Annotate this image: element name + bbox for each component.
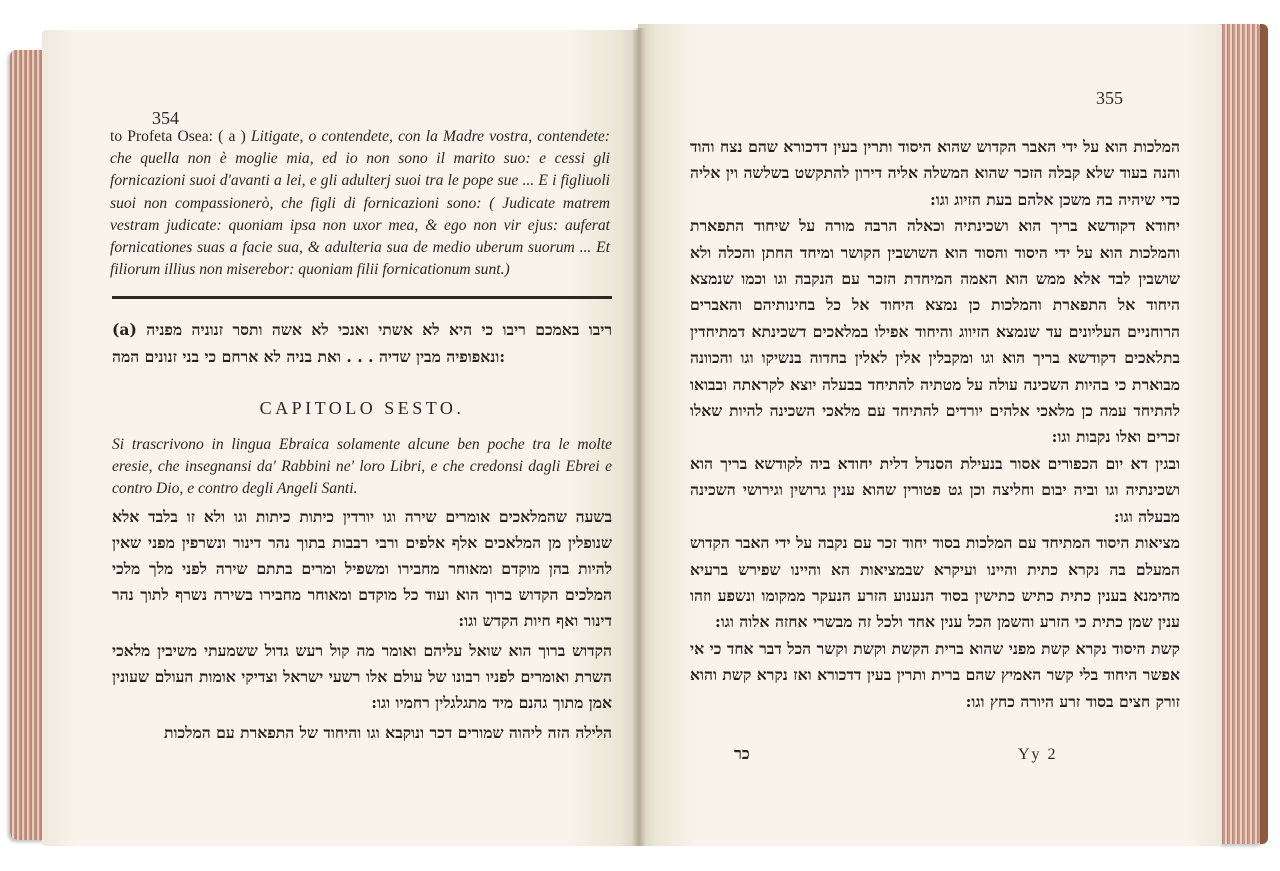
paragraph: הקדוש ברוך הוא שואל עליהם ואומר מה קול רעש גדול ששמעתי משיבין מלאכי השרת ואומרים לפניו רבונו של עולם אלו רשעי ישראל וצדיקי אומות העולם שעונין אמן מתוך גהנם מיד מתגלגלין רחמיו וגו: (112, 641, 612, 712)
page-edges-right (1218, 24, 1264, 844)
signature-mark: Yy 2 (1018, 746, 1058, 763)
italian-passage (110, 126, 610, 281)
paragraph: יחודא דקודשא בריך הוא ושכינתיה וכאלה הרבה מורה על שיחוד התפארת והמלכות הוא על ידי היסוד והסוד הוא השושבין הקושר ומיחד החתן והכלה ולא שושבין לבד אלא ממש הוא האמה המיחדת הזכר עם הנקבה וגו וכמו שנמצא היחוד אל התפארת והמלכות כן נמצא היחוד אל כל בחינותיהם והאברים הרוחניים העליונים עד שנמצא הזיווג והיחוד אפילו במלאכים דשכינתא דמתיחדין בתלאכים דקודשא בריך הוא וגו ומקבלין אלין לאלין בחדוה בנשיקו וגו והכוונה מבוארת כי בהיות השכינה עולה על מטתיה להתיחד בבעלה יוצא לקראתה ובבואו להתיחד עמה כן מלאכי אלהים יורדים להתיחד עם מלאכי השכינה להיות שאלו זכרים ואלו נקבות וגו: (690, 216, 1180, 447)
left-body-text (112, 504, 612, 750)
left-page (42, 30, 638, 846)
paragraph: הלילה הזה ליהוה שמורים דכר ונוקבא וגו והיחוד של התפארת עם המלכות (164, 723, 612, 742)
footnote-hebrew: (a) ריבו באמכם ריבו כי היא לא אשתי ואנכי לא אשה ותסר זנוניה מפניה ונאפופיה מבין שדיה . . . ואת בניה לא ארחם כי בני זנונים המה: (112, 320, 612, 366)
open-book (8, 20, 1264, 852)
italian-text: Litigate, o contendete, con la Madre vostra, contendete: che quella non è moglie mia, ed io non sono il marito suo: e cessi gli fornicazioni suoi d'avanti a lei, e gli adulterj suoi tra le pope sue ... E i figliuoli suoi non compassionerò, che figli di fornicazioni sono: ( Judicate matrem vestram judicate: quoniam ipsa non uxor mea, & ego non vir ejus: auferat fornicationes suas a facie sua, & adulteria sua de medio uberum suorum ... Et filiorum illius non miserebor: quoniam filii fornicationum sunt.) (110, 128, 610, 279)
chapter-title: CAPITOLO SESTO. (259, 398, 465, 418)
chapter-summary: Si trascrivono in lingua Ebraica solamente alcune ben poche tra le molte eresie, che insegnansi da' Rabbini ne' loro Libri, e che credonsi dagli Ebrei e contro Dio, e contro degli Angeli Santi. (112, 436, 612, 497)
page-number: 355 (1096, 88, 1123, 108)
paragraph: מציאות היסוד המתיחד עם המלכות בסוד יחוד זכר עם נקבה על ידי האבר הקדוש המעלם בה נקרא כתית והיינו ועיקרא שבמציאות הא והיינו שפירש ברעיא מהימנא בענין כתית כתיש כתישין בסוד הנענוע הזרע הנעקר ממקומו ונשפע וזהו ענין שמן כתית כי הזרע והשמן הכל ענין אחד ולכל זה מבשרי אחזה אלוה וגו: (690, 533, 1180, 632)
page-number: 354 (152, 108, 179, 128)
right-page (638, 24, 1222, 846)
paragraph: קשת היסוד נקרא קשת מפני שהוא ברית הקשת וקשת וקשר הכל דבר אחד כי אי אפשר היחוד בלי קשר האמיץ שהם ברית ותרין בעין דדכורא ואז נקרא קשת והוא זורק חצים בסוד זרע היורה כחץ וגו: (690, 638, 1180, 711)
paragraph: ובגין דא יום הכפורים אסור בנעילת הסנדל דלית יחודא ביה לקודשא בריך הוא ושכינתיה וגו וביה יבום וחליצה וכן גט פטורין שהוא ענין גרושין וגירושי השכינה מבעלה וגו: (690, 453, 1180, 526)
right-body-text (690, 134, 1180, 715)
paragraph: בשעה שהמלאכים אומרים שירה וגו יורדין כיתות כיתות וגו ולא זו בלבד אלא שנופלין מן המלאכים אלף אלפים ורבי רבבות בתוך נהר דינור ונשרפין מפני שאין להיות בהן מוקדם ומאוחר מחבירו ומשפיל ומרים בתתם שירה לפני מלך מלכי המלכים הקדוש ברוך הוא ועוד כל מוקדם ומאוחר מחבירו בשירה נשרף לתוך נהר דינור ואף חיות הקדש וגו: (112, 507, 612, 630)
footnote-rule (112, 296, 612, 299)
book-gutter (632, 28, 646, 846)
paragraph: המלכות הוא על ידי האבר הקדוש שהוא היסוד ותרין בעין דדכורא שהם נצח והוד והנה בעוד שלא קבלה הזכר שהוא המשלה אליה דירון להתקשט בשלשה וין אליה כדי שיהיה בה משכן אלהם בעת הזיוג וגו: (690, 137, 1180, 209)
italian-lead: to Profeta Osea: ( a ) (110, 128, 246, 145)
catchword: כר (734, 746, 750, 763)
